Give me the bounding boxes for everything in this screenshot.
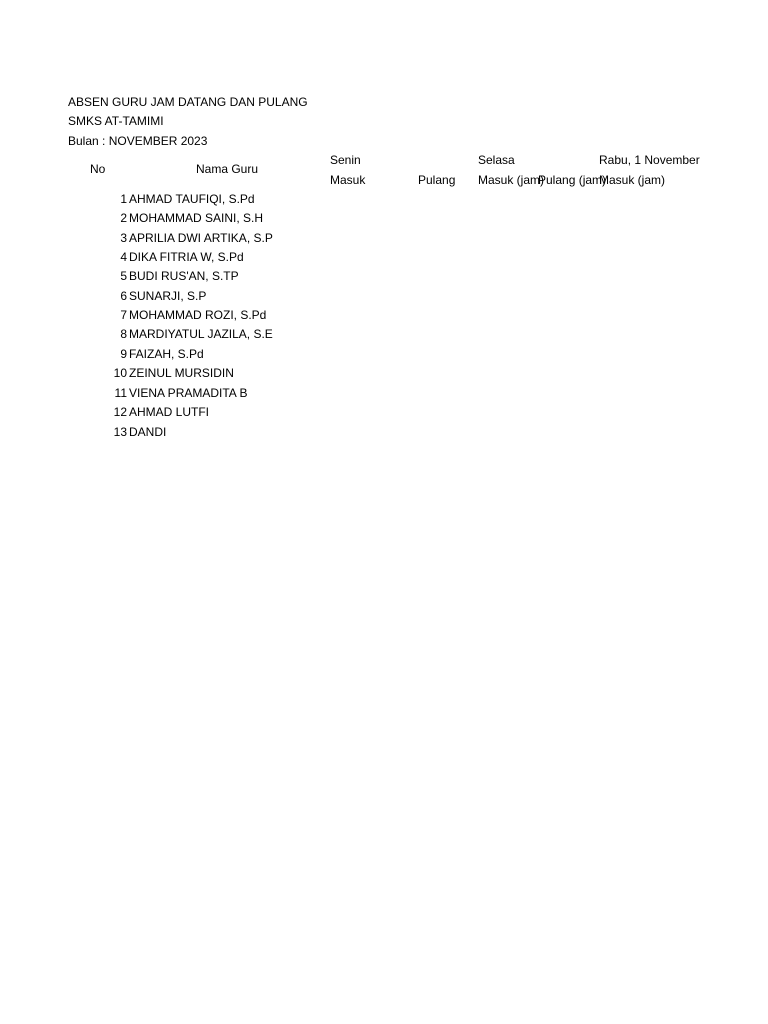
teacher-name: DIKA FITRIA W, S.Pd xyxy=(129,250,244,264)
teacher-name: AHMAD LUTFI xyxy=(129,405,210,419)
column-header-senin-masuk: Masuk xyxy=(330,173,366,187)
teacher-name: DANDI xyxy=(129,425,167,439)
row-number: 13 xyxy=(113,425,127,439)
teacher-name: MOHAMMAD SAINI, S.H xyxy=(129,211,264,225)
month-label: Bulan : NOVEMBER 2023 xyxy=(68,134,208,148)
teacher-name: SUNARJI, S.P xyxy=(129,289,207,303)
column-header-selasa-masuk: Masuk (jam) xyxy=(478,173,545,187)
column-header-rabu: Rabu, 1 November xyxy=(599,153,700,167)
teacher-name: APRILIA DWI ARTIKA, S.P xyxy=(129,231,273,245)
row-number: 11 xyxy=(114,386,127,400)
column-header-senin: Senin xyxy=(330,153,361,167)
row-number: 10 xyxy=(113,366,127,380)
teacher-name: FAIZAH, S.Pd xyxy=(129,347,204,361)
teacher-name: MOHAMMAD ROZI, S.Pd xyxy=(129,308,267,322)
teacher-name: AHMAD TAUFIQI, S.Pd xyxy=(129,192,255,206)
school-name: SMKS AT-TAMIMI xyxy=(68,114,164,128)
column-header-selasa: Selasa xyxy=(478,153,515,167)
column-header-selasa-pulang: Pulang (jam) xyxy=(538,173,607,187)
row-number: 8 xyxy=(120,327,127,341)
column-header-nama-guru: Nama Guru xyxy=(196,162,259,176)
row-number: 2 xyxy=(120,211,127,225)
teacher-name: BUDI RUS'AN, S.TP xyxy=(129,269,239,283)
row-number: 5 xyxy=(120,269,127,283)
teacher-name: ZEINUL MURSIDIN xyxy=(129,366,234,380)
row-number: 9 xyxy=(120,347,127,361)
row-number: 4 xyxy=(120,250,127,264)
row-number: 1 xyxy=(120,192,127,206)
column-header-senin-pulang: Pulang xyxy=(418,173,456,187)
column-header-no: No xyxy=(90,162,106,176)
teacher-name: MARDIYATUL JAZILA, S.E xyxy=(129,327,273,341)
row-number: 12 xyxy=(113,405,127,419)
row-number: 7 xyxy=(120,308,127,322)
row-number: 6 xyxy=(120,289,127,303)
document-title: ABSEN GURU JAM DATANG DAN PULANG xyxy=(68,95,308,109)
row-number: 3 xyxy=(120,231,127,245)
teacher-name: VIENA PRAMADITA B xyxy=(129,386,248,400)
column-header-rabu-masuk: Masuk (jam) xyxy=(599,173,666,187)
